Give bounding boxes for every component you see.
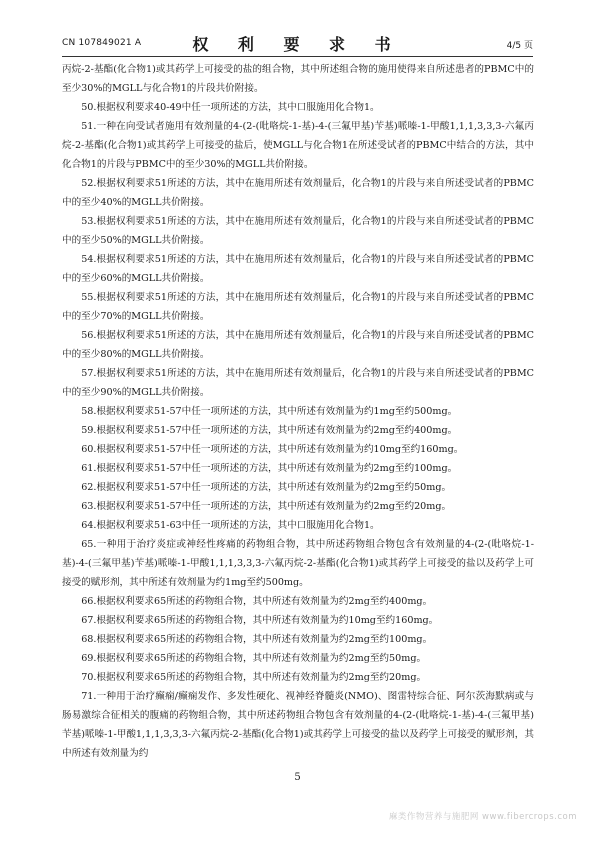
claim-paragraph: 55.根据权利要求51所述的方法，其中在施用所述有效剂量后，化合物1的片段与来自所述受试者的PBMC中的至少70%的MGLL共价附接。 (62, 292, 534, 322)
claim-paragraph: 51.一种在向受试者施用有效剂量的4-(2-(吡咯烷-1-基)-4-(三氟甲基)苄基)哌嗪-1-甲酸1,1,1,3,3,3-六氟丙烷-2-基酯(化合物1)或其药学上可接受的盐后，使MGLL与化合物1在所述受试者的PBMC中结合的方法，其中化合物1的片段与PBMC中的至少30%的MGLL共价附接。 (62, 121, 534, 170)
claim-paragraph: 57.根据权利要求51所述的方法，其中在施用所述有效剂量后，化合物1的片段与来自所述受试者的PBMC中的至少90%的MGLL共价附接。 (62, 368, 534, 398)
claim-paragraph: 64.根据权利要求51-63中任一项所述的方法，其中口服施用化合物1。 (81, 520, 380, 531)
document-title: 权 利 要 求 书 (192, 35, 403, 54)
claim-paragraph: 60.根据权利要求51-57中任一项所述的方法，其中所述有效剂量为约10mg至约160mg。 (81, 444, 464, 455)
patent-number: CN 107849021 A (62, 38, 142, 48)
claim-paragraph: 63.根据权利要求51-57中任一项所述的方法，其中所述有效剂量为约2mg至约20mg。 (81, 501, 452, 512)
page-indicator: 4/5 页 (506, 41, 533, 51)
claim-paragraph: 65.一种用于治疗炎症或神经性疼痛的药物组合物，其中所述药物组合物包含有效剂量的4-(2-(吡咯烷-1-基)-4-(三氟甲基)苄基)哌嗪-1-甲酸1,1,1,3,3,3-六氟丙烷-2-基酯(化合物1)或其药学上可接受的盐以及药学上可接受的赋形剂，其中所述有效剂量为约1mg至约500mg。 (62, 539, 534, 588)
claim-paragraph: 54.根据权利要求51所述的方法，其中在施用所述有效剂量后，化合物1的片段与来自所述受试者的PBMC中的至少60%的MGLL共价附接。 (62, 254, 534, 284)
claim-paragraph: 59.根据权利要求51-57中任一项所述的方法，其中所述有效剂量为约2mg至约400mg。 (81, 425, 458, 436)
claim-paragraph: 62.根据权利要求51-57中任一项所述的方法，其中所述有效剂量为约2mg至约50mg。 (81, 482, 452, 493)
page-number: 5 (294, 772, 301, 783)
claim-paragraph: 66.根据权利要求65所述的药物组合物，其中所述有效剂量为约2mg至约400mg。 (81, 596, 433, 607)
claims-body (62, 60, 534, 763)
claim-paragraph: 68.根据权利要求65所述的药物组合物，其中所述有效剂量为约2mg至约100mg。 (81, 634, 433, 645)
claim-paragraph: 70.根据权利要求65所述的药物组合物，其中所述有效剂量为约2mg至约20mg。 (81, 672, 427, 683)
claim-paragraph: 58.根据权利要求51-57中任一项所述的方法，其中所述有效剂量为约1mg至约500mg。 (81, 406, 458, 417)
page-header (62, 30, 533, 52)
claim-paragraph: 56.根据权利要求51所述的方法，其中在施用所述有效剂量后，化合物1的片段与来自所述受试者的PBMC中的至少80%的MGLL共价附接。 (62, 330, 534, 360)
site-watermark: 麻类作物营养与施肥网 www.fibercrops.com (388, 812, 577, 822)
claim-paragraph: 50.根据权利要求40-49中任一项所述的方法，其中口服施用化合物1。 (81, 102, 380, 113)
claim-paragraph: 丙烷-2-基酯(化合物1)或其药学上可接受的盐的组合物，其中所述组合物的施用使得来自所述患者的PBMC中的至少30%的MGLL与化合物1的片段共价附接。 (62, 64, 534, 94)
claim-paragraph: 53.根据权利要求51所述的方法，其中在施用所述有效剂量后，化合物1的片段与来自所述受试者的PBMC中的至少50%的MGLL共价附接。 (62, 216, 534, 246)
claim-paragraph: 52.根据权利要求51所述的方法，其中在施用所述有效剂量后，化合物1的片段与来自所述受试者的PBMC中的至少40%的MGLL共价附接。 (62, 178, 534, 208)
header-divider (62, 56, 533, 57)
claim-paragraph: 67.根据权利要求65所述的药物组合物，其中所述有效剂量为约10mg至约160mg。 (81, 615, 439, 626)
claim-paragraph: 61.根据权利要求51-57中任一项所述的方法，其中所述有效剂量为约2mg至约100mg。 (81, 463, 458, 474)
claim-paragraph: 71.一种用于治疗癫痫/癫痫发作、多发性硬化、视神经脊髓炎(NMO)、图雷特综合征、阿尔茨海默病或与肠易激综合征相关的腹痛的药物组合物，其中所述药物组合物包含有效剂量的4-(2-(吡咯烷-1-基)-4-(三氟甲基)苄基)哌嗪-1-甲酸1,1,1,3,3,3-六氟丙烷-2-基酯(化合物1)或其药学上可接受的盐以及药学上可接受的赋形剂，其中所述有效剂量为约 (62, 691, 534, 759)
claim-paragraph: 69.根据权利要求65所述的药物组合物，其中所述有效剂量为约2mg至约50mg。 (81, 653, 427, 664)
